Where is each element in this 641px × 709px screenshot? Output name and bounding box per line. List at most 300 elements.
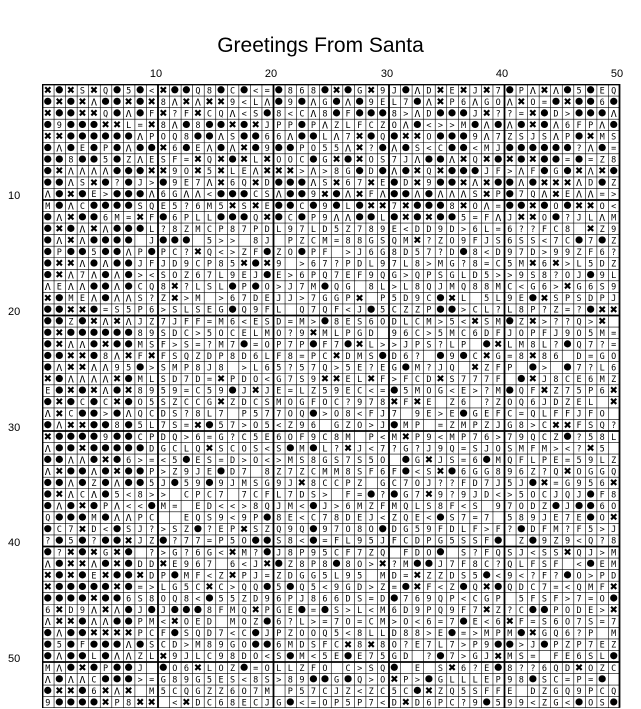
- stitch-letter-symbol: =: [183, 155, 189, 166]
- stitch-letter-symbol: P: [345, 259, 351, 270]
- stitch-letter-symbol: =: [611, 340, 617, 351]
- stitch-letter-symbol: =: [183, 386, 189, 397]
- stitch-letter-symbol: L: [403, 282, 409, 293]
- stitch-letter-symbol: P: [507, 363, 513, 374]
- stitch-letter-symbol: M: [91, 513, 97, 524]
- stitch-dot-symbol: [44, 340, 51, 347]
- stitch-dot-symbol: [90, 121, 97, 128]
- stitch-letter-symbol: =: [564, 455, 571, 466]
- stitch-letter-symbol: 7: [403, 97, 409, 108]
- stitch-letter-symbol: 5: [507, 478, 513, 489]
- stitch-letter-symbol: ?: [333, 259, 340, 270]
- stitch-letter-symbol: M: [195, 640, 201, 651]
- stitch-cross-symbol: ✖: [401, 431, 411, 443]
- stitch-letter-symbol: C: [333, 548, 340, 559]
- stitch-letter-symbol: 9: [322, 213, 328, 224]
- stitch-cross-symbol: ✖: [89, 177, 99, 189]
- stitch-letter-symbol: L: [541, 340, 547, 351]
- stitch-letter-symbol: 8: [518, 305, 524, 316]
- stitch-cross-symbol: ✖: [182, 697, 191, 709]
- stitch-letter-symbol: Q: [576, 582, 582, 593]
- stitch-letter-symbol: S: [437, 271, 444, 282]
- stitch-letter-symbol: Q: [380, 663, 386, 674]
- stitch-letter-symbol: =: [530, 652, 536, 663]
- stitch-letter-symbol: P: [357, 698, 363, 709]
- stitch-letter-symbol: Q: [195, 444, 201, 455]
- stitch-letter-symbol: F: [495, 686, 501, 697]
- stitch-dot-symbol: [125, 271, 132, 278]
- stitch-letter-symbol: >: [137, 675, 143, 686]
- stitch-letter-symbol: 8: [172, 224, 178, 235]
- stitch-letter-symbol: E: [380, 178, 386, 189]
- stitch-letter-symbol: 6: [102, 213, 109, 224]
- stitch-letter-symbol: 6: [276, 132, 282, 143]
- stitch-letter-symbol: Q: [507, 559, 513, 570]
- stitch-letter-symbol: <: [564, 444, 571, 455]
- stitch-letter-symbol: D: [241, 375, 247, 386]
- stitch-letter-symbol: S: [172, 351, 178, 362]
- stitch-letter-symbol: 7: [345, 455, 351, 466]
- stitch-dot-symbol: [437, 132, 444, 139]
- stitch-letter-symbol: O: [564, 606, 571, 617]
- stitch-letter-symbol: F: [541, 328, 547, 339]
- stitch-letter-symbol: G: [102, 548, 109, 559]
- stitch-letter-symbol: Q: [426, 167, 432, 178]
- stitch-letter-symbol: 8: [472, 282, 478, 293]
- stitch-cross-symbol: ✖: [78, 443, 87, 455]
- stitch-letter-symbol: <: [206, 190, 213, 201]
- stitch-letter-symbol: P: [299, 340, 305, 351]
- stitch-cross-symbol: ✖: [159, 558, 168, 570]
- stitch-letter-symbol: ?: [368, 144, 374, 155]
- stitch-letter-symbol: 8: [276, 109, 282, 120]
- stitch-letter-symbol: >: [333, 502, 340, 513]
- stitch-letter-symbol: 5: [322, 652, 328, 663]
- stitch-letter-symbol: 9: [437, 224, 444, 235]
- stitch-letter-symbol: 8: [611, 536, 617, 547]
- stitch-letter-symbol: ?: [414, 444, 420, 455]
- stitch-dot-symbol: [113, 155, 120, 162]
- stitch-dot-symbol: [44, 490, 51, 497]
- stitch-letter-symbol: 7: [403, 594, 409, 605]
- stitch-letter-symbol: >: [310, 617, 316, 628]
- stitch-letter-symbol: 8: [380, 398, 386, 409]
- stitch-letter-symbol: >: [241, 502, 247, 513]
- stitch-letter-symbol: 7: [518, 247, 524, 258]
- stitch-letter-symbol: Z: [310, 386, 316, 397]
- stitch-cross-symbol: ✖: [89, 385, 99, 397]
- stitch-letter-symbol: E: [518, 294, 524, 305]
- stitch-dot-symbol: [79, 617, 86, 624]
- stitch-letter-symbol: >: [530, 421, 536, 432]
- stitch-cross-symbol: ✖: [551, 177, 561, 189]
- stitch-letter-symbol: M: [68, 294, 74, 305]
- stitch-letter-symbol: <: [611, 201, 617, 212]
- stitch-letter-symbol: P: [264, 606, 270, 617]
- stitch-cross-symbol: ✖: [55, 397, 64, 409]
- stitch-letter-symbol: F: [599, 490, 605, 501]
- stitch-letter-symbol: C: [507, 282, 513, 293]
- stitch-letter-symbol: 8: [68, 155, 74, 166]
- stitch-letter-symbol: M: [611, 213, 617, 224]
- stitch-dot-symbol: [90, 664, 97, 671]
- stitch-dot-symbol: [113, 456, 120, 463]
- stitch-letter-symbol: 8: [368, 224, 374, 235]
- stitch-letter-symbol: J: [206, 363, 213, 374]
- stitch-letter-symbol: D: [426, 86, 432, 97]
- stitch-dot-symbol: [56, 109, 63, 116]
- stitch-letter-symbol: P: [541, 455, 547, 466]
- stitch-letter-symbol: 7: [368, 698, 374, 709]
- stitch-letter-symbol: <: [530, 698, 536, 709]
- stitch-cross-symbol: ✖: [43, 582, 52, 594]
- symbol-layer: [44, 85, 618, 708]
- stitch-letter-symbol: Z: [68, 317, 74, 328]
- stitch-letter-symbol: 9: [310, 375, 316, 386]
- stitch-letter-symbol: S: [449, 513, 455, 524]
- stitch-letter-symbol: F: [530, 594, 536, 605]
- stitch-cross-symbol: ✖: [586, 223, 595, 235]
- stitch-letter-symbol: ?: [426, 363, 432, 374]
- stitch-letter-symbol: P: [137, 247, 143, 258]
- stitch-letter-symbol: G: [345, 582, 351, 593]
- stitch-letter-symbol: >: [472, 629, 478, 640]
- stitch-letter-symbol: L: [195, 213, 201, 224]
- stitch-cross-symbol: ✖: [459, 177, 468, 189]
- stitch-cross-symbol: ✖: [66, 258, 76, 270]
- stitch-letter-symbol: 7: [241, 294, 247, 305]
- stitch-cross-symbol: ✖: [112, 466, 122, 478]
- stitch-letter-symbol: C: [149, 629, 155, 640]
- stitch-dot-symbol: [102, 248, 109, 255]
- stitch-caret-symbol: Λ: [56, 501, 63, 513]
- stitch-dot-symbol: [90, 410, 97, 417]
- stitch-letter-symbol: 5: [160, 386, 166, 397]
- stitch-letter-symbol: G: [230, 640, 236, 651]
- stitch-letter-symbol: F: [530, 444, 536, 455]
- stitch-dot-symbol: [252, 283, 259, 290]
- stitch-letter-symbol: C: [310, 467, 316, 478]
- stitch-cross-symbol: ✖: [574, 166, 584, 178]
- stitch-letter-symbol: 9: [437, 490, 444, 501]
- stitch-letter-symbol: E: [276, 271, 282, 282]
- stitch-letter-symbol: 7: [345, 132, 351, 143]
- stitch-letter-symbol: O: [564, 271, 571, 282]
- stitch-letter-symbol: 8: [183, 132, 189, 143]
- stitch-letter-symbol: S: [611, 132, 617, 143]
- stitch-letter-symbol: P: [137, 617, 143, 628]
- stitch-letter-symbol: M: [611, 548, 617, 559]
- stitch-letter-symbol: P: [160, 247, 166, 258]
- stitch-caret-symbol: Λ: [218, 131, 225, 143]
- stitch-letter-symbol: G: [206, 548, 213, 559]
- stitch-letter-symbol: J: [437, 282, 444, 293]
- stitch-letter-symbol: P: [345, 294, 351, 305]
- stitch-letter-symbol: <: [530, 548, 536, 559]
- stitch-letter-symbol: O: [518, 328, 524, 339]
- stitch-letter-symbol: <: [461, 594, 467, 605]
- stitch-letter-symbol: F: [484, 548, 490, 559]
- stitch-letter-symbol: O: [530, 97, 536, 108]
- stitch-letter-symbol: 8: [518, 421, 524, 432]
- stitch-letter-symbol: M: [518, 444, 524, 455]
- stitch-letter-symbol: G: [345, 167, 351, 178]
- stitch-letter-symbol: Z: [172, 467, 178, 478]
- stitch-letter-symbol: S: [299, 375, 305, 386]
- stitch-caret-symbol: Λ: [102, 224, 109, 236]
- stitch-letter-symbol: D: [299, 490, 305, 501]
- stitch-dot-symbol: [518, 525, 525, 532]
- stitch-letter-symbol: M: [287, 455, 293, 466]
- stitch-letter-symbol: S: [149, 340, 155, 351]
- stitch-letter-symbol: M: [345, 432, 351, 443]
- stitch-cross-symbol: ✖: [55, 270, 64, 282]
- stitch-letter-symbol: 6: [426, 698, 432, 709]
- stitch-letter-symbol: F: [576, 120, 582, 131]
- stitch-letter-symbol: Q: [241, 178, 247, 189]
- stitch-letter-symbol: L: [403, 259, 409, 270]
- stitch-caret-symbol: Λ: [125, 640, 132, 652]
- stitch-letter-symbol: Q: [149, 282, 155, 293]
- stitch-caret-symbol: Λ: [67, 282, 74, 294]
- stitch-letter-symbol: Q: [183, 351, 189, 362]
- stitch-dot-symbol: [437, 548, 444, 555]
- stitch-dot-symbol: [90, 144, 97, 151]
- stitch-cross-symbol: ✖: [66, 420, 76, 432]
- stitch-letter-symbol: =: [172, 502, 178, 513]
- stitch-letter-symbol: L: [195, 652, 201, 663]
- stitch-dot-symbol: [44, 398, 51, 405]
- stitch-letter-symbol: P: [564, 294, 571, 305]
- stitch-letter-symbol: L: [206, 409, 213, 420]
- stitch-letter-symbol: 5: [149, 478, 155, 489]
- stitch-cross-symbol: ✖: [66, 616, 76, 628]
- stitch-dot-symbol: [241, 340, 248, 347]
- stitch-letter-symbol: <: [160, 455, 166, 466]
- stitch-letter-symbol: P: [461, 340, 467, 351]
- stitch-letter-symbol: 9: [218, 652, 224, 663]
- stitch-letter-symbol: Z: [218, 686, 224, 697]
- stitch-cross-symbol: ✖: [413, 397, 422, 409]
- stitch-dot-symbol: [437, 155, 444, 162]
- stitch-letter-symbol: 7: [195, 178, 201, 189]
- stitch-letter-symbol: Q: [253, 582, 259, 593]
- stitch-letter-symbol: 6: [507, 224, 513, 235]
- stitch-letter-symbol: O: [287, 409, 293, 420]
- stitch-letter-symbol: F: [599, 582, 605, 593]
- stitch-letter-symbol: C: [206, 698, 213, 709]
- stitch-letter-symbol: Z: [149, 536, 155, 547]
- stitch-caret-symbol: Λ: [506, 120, 513, 132]
- stitch-letter-symbol: =: [206, 375, 213, 386]
- stitch-letter-symbol: =: [553, 582, 559, 593]
- stitch-cross-symbol: ✖: [517, 212, 526, 224]
- stitch-letter-symbol: E: [241, 328, 247, 339]
- stitch-dot-symbol: [298, 179, 305, 186]
- stitch-letter-symbol: S: [253, 478, 259, 489]
- stitch-letter-symbol: G: [368, 236, 374, 247]
- stitch-letter-symbol: O: [253, 375, 259, 386]
- stitch-letter-symbol: S: [426, 502, 432, 513]
- stitch-letter-symbol: E: [414, 513, 420, 524]
- stitch-dot-symbol: [587, 86, 594, 93]
- stitch-letter-symbol: 7: [576, 617, 582, 628]
- stitch-letter-symbol: 6: [472, 224, 478, 235]
- stitch-letter-symbol: Z: [437, 236, 444, 247]
- stitch-cross-symbol: ✖: [147, 351, 156, 363]
- stitch-dot-symbol: [125, 202, 132, 209]
- stitch-letter-symbol: 6: [276, 640, 282, 651]
- stitch-letter-symbol: O: [253, 652, 259, 663]
- stitch-dot-symbol: [102, 294, 109, 301]
- stitch-cross-symbol: ✖: [447, 662, 457, 674]
- stitch-caret-symbol: Λ: [114, 282, 121, 294]
- stitch-letter-symbol: C: [206, 224, 213, 235]
- stitch-letter-symbol: S: [333, 455, 340, 466]
- stitch-letter-symbol: Q: [299, 582, 305, 593]
- stitch-cross-symbol: ✖: [55, 616, 64, 628]
- stitch-letter-symbol: S: [518, 652, 524, 663]
- stitch-dot-symbol: [113, 109, 120, 116]
- stitch-dot-symbol: [137, 190, 144, 197]
- stitch-letter-symbol: =: [357, 617, 363, 628]
- stitch-letter-symbol: Z: [437, 571, 444, 582]
- stitch-caret-symbol: Λ: [229, 108, 236, 120]
- stitch-dot-symbol: [102, 537, 109, 544]
- stitch-caret-symbol: Λ: [483, 201, 490, 213]
- stitch-letter-symbol: D: [264, 224, 270, 235]
- stitch-dot-symbol: [56, 594, 63, 601]
- stitch-letter-symbol: O: [310, 144, 316, 155]
- stitch-cross-symbol: ✖: [89, 223, 99, 235]
- stitch-cross-symbol: ✖: [366, 177, 376, 189]
- stitch-letter-symbol: F: [183, 109, 189, 120]
- stitch-dot-symbol: [483, 698, 490, 705]
- stitch-caret-symbol: Λ: [460, 189, 467, 201]
- stitch-letter-symbol: J: [137, 259, 143, 270]
- stitch-letter-symbol: P: [449, 97, 455, 108]
- stitch-letter-symbol: Q: [206, 155, 213, 166]
- stitch-dot-symbol: [575, 236, 582, 243]
- stitch-letter-symbol: S: [137, 201, 143, 212]
- stitch-letter-symbol: O: [253, 455, 259, 466]
- stitch-letter-symbol: G: [357, 86, 363, 97]
- stitch-letter-symbol: G: [310, 571, 316, 582]
- stitch-letter-symbol: >: [160, 305, 166, 316]
- stitch-letter-symbol: Q: [299, 409, 305, 420]
- stitch-letter-symbol: Z: [287, 421, 293, 432]
- stitch-letter-symbol: 9: [276, 478, 282, 489]
- stitch-cross-symbol: ✖: [540, 478, 549, 490]
- stitch-letter-symbol: D: [172, 375, 178, 386]
- stitch-letter-symbol: L: [333, 328, 340, 339]
- stitch-letter-symbol: G: [403, 444, 409, 455]
- stitch-dot-symbol: [287, 444, 294, 451]
- stitch-letter-symbol: C: [253, 698, 259, 709]
- stitch-letter-symbol: S: [553, 294, 559, 305]
- stitch-letter-symbol: L: [149, 224, 155, 235]
- stitch-letter-symbol: ?: [253, 548, 259, 559]
- stitch-letter-symbol: Z: [276, 571, 282, 582]
- stitch-letter-symbol: J: [241, 386, 247, 397]
- stitch-dot-symbol: [379, 167, 386, 174]
- stitch-letter-symbol: O: [449, 236, 455, 247]
- stitch-letter-symbol: 8: [553, 375, 559, 386]
- stitch-letter-symbol: C: [553, 675, 559, 686]
- stitch-dot-symbol: [599, 144, 606, 151]
- stitch-letter-symbol: L: [322, 132, 328, 143]
- stitch-letter-symbol: Z: [333, 120, 340, 131]
- stitch-letter-symbol: Z: [495, 398, 501, 409]
- stitch-letter-symbol: O: [241, 686, 247, 697]
- stitch-letter-symbol: S: [588, 617, 594, 628]
- stitch-letter-symbol: =: [137, 582, 143, 593]
- stitch-dot-symbol: [518, 202, 525, 209]
- stitch-letter-symbol: G: [403, 490, 409, 501]
- stitch-cross-symbol: ✖: [401, 131, 411, 143]
- stitch-letter-symbol: S: [218, 444, 224, 455]
- stitch-letter-symbol: M: [380, 617, 386, 628]
- stitch-letter-symbol: M: [414, 363, 420, 374]
- stitch-dot-symbol: [90, 202, 97, 209]
- stitch-letter-symbol: <: [299, 502, 305, 513]
- stitch-dot-symbol: [310, 525, 317, 532]
- stitch-dot-symbol: [67, 329, 74, 336]
- stitch-letter-symbol: F: [160, 629, 166, 640]
- stitch-letter-symbol: J: [426, 444, 432, 455]
- stitch-letter-symbol: 9: [149, 328, 155, 339]
- stitch-caret-symbol: Λ: [114, 513, 121, 525]
- stitch-dot-symbol: [448, 629, 455, 636]
- stitch-letter-symbol: S: [137, 594, 143, 605]
- stitch-letter-symbol: 7: [576, 363, 582, 374]
- stitch-letter-symbol: 8: [414, 629, 420, 640]
- stitch-dot-symbol: [391, 386, 398, 393]
- stitch-letter-symbol: D: [206, 617, 213, 628]
- stitch-caret-symbol: Λ: [310, 166, 317, 178]
- stitch-letter-symbol: C: [241, 432, 247, 443]
- stitch-cross-symbol: ✖: [216, 177, 226, 189]
- stitch-letter-symbol: L: [160, 582, 166, 593]
- stitch-letter-symbol: 5: [206, 328, 213, 339]
- stitch-letter-symbol: Z: [183, 224, 189, 235]
- stitch-letter-symbol: J: [276, 548, 282, 559]
- stitch-letter-symbol: P: [253, 224, 259, 235]
- stitch-letter-symbol: 9: [322, 201, 328, 212]
- stitch-dot-symbol: [518, 629, 525, 636]
- stitch-letter-symbol: 7: [495, 86, 501, 97]
- stitch-letter-symbol: G: [333, 294, 340, 305]
- stitch-letter-symbol: 9: [611, 224, 617, 235]
- stitch-letter-symbol: 5: [172, 201, 178, 212]
- stitch-dot-symbol: [495, 121, 502, 128]
- stitch-letter-symbol: >: [507, 167, 513, 178]
- stitch-letter-symbol: 8: [472, 559, 478, 570]
- stitch-letter-symbol: S: [137, 294, 143, 305]
- stitch-letter-symbol: L: [322, 444, 328, 455]
- stitch-cross-symbol: ✖: [263, 258, 272, 270]
- stitch-letter-symbol: ?: [495, 109, 501, 120]
- stitch-letter-symbol: <: [414, 617, 420, 628]
- stitch-dot-symbol: [448, 167, 455, 174]
- stitch-letter-symbol: M: [230, 606, 236, 617]
- stitch-letter-symbol: 9: [518, 698, 524, 709]
- stitch-letter-symbol: F: [357, 271, 363, 282]
- stitch-letter-symbol: 9: [564, 328, 571, 339]
- stitch-letter-symbol: Q: [611, 86, 617, 97]
- stitch-letter-symbol: >: [287, 271, 293, 282]
- stitch-letter-symbol: S: [449, 455, 455, 466]
